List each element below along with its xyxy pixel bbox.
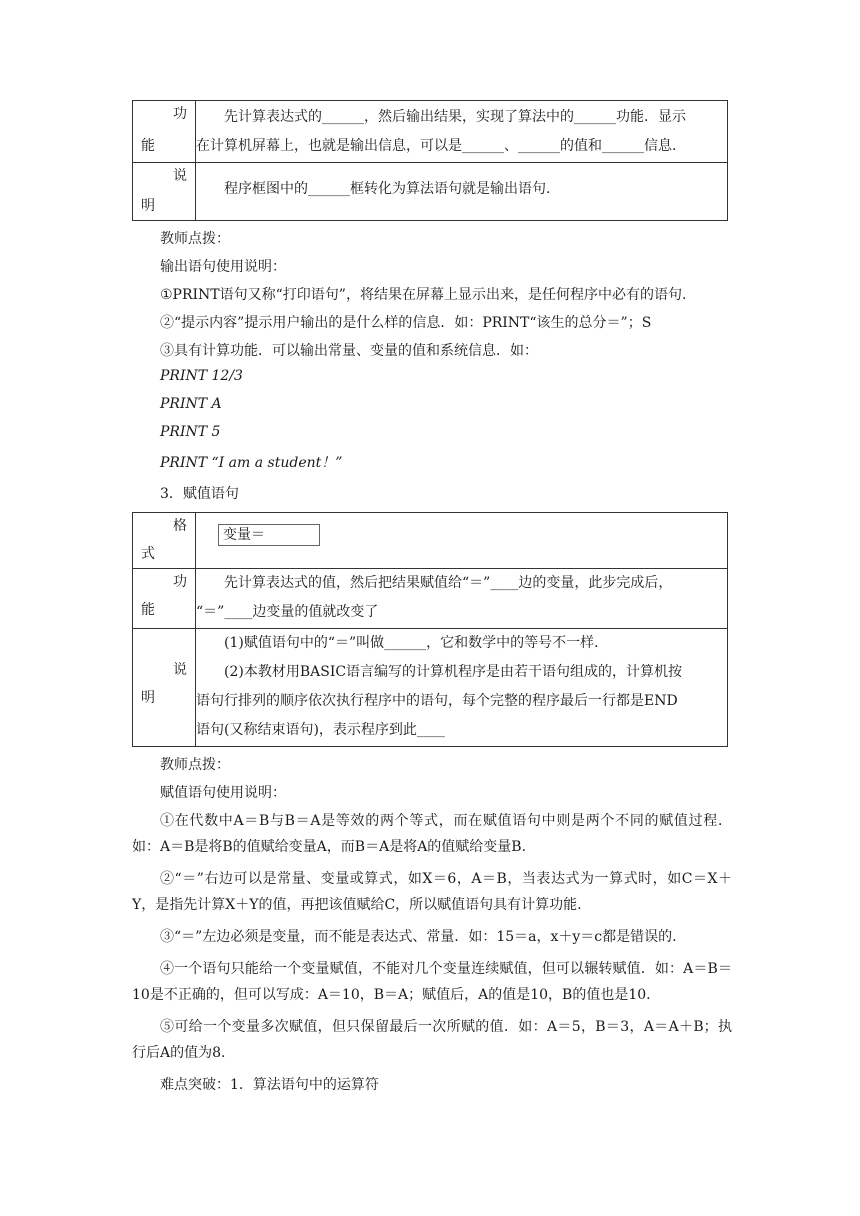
assign-function-label-char1: 功	[173, 574, 187, 590]
assign-format-row	[133, 513, 728, 569]
note-content-cell	[196, 163, 728, 221]
assign-function-line-1: 先计算表达式的值，然后把结果赋值给“＝”____边的变量，此步完成后，	[224, 575, 673, 591]
function-line-1: 先计算表达式的______，然后输出结果，实现了算法中的______功能．显示	[224, 109, 686, 125]
output-point-3: ③具有计算功能．可以输出常量、变量的值和系统信息．如：	[160, 343, 538, 359]
assignment-statement-table	[132, 512, 728, 747]
assign-usage-title: 赋值语句使用说明：	[160, 785, 286, 801]
assign-point-1: ①在代数中A＝B与B＝A是等效的两个等式，而在赋值语句中则是两个不同的赋值过程．如：A＝B是将B的值赋给变量A，而B＝A是将A的值赋给变量B.	[132, 813, 732, 855]
assign-note-line-2: (2)本教材用BASIC语言编写的计算机程序是由若干语句组成的，计算机按	[224, 664, 683, 680]
note-label-char1: 说	[173, 168, 187, 184]
section-3-title: 3．赋值语句	[160, 486, 239, 502]
teacher-tip-heading-2: 教师点拨：	[160, 757, 230, 773]
note-label-char2: 明	[141, 198, 155, 214]
assign-function-line-2: “＝”____边变量的值就改变了	[196, 604, 379, 620]
note-label-cell	[133, 163, 196, 221]
assign-note-line-4: 语句(又称结束语句)，表示程序到此____	[196, 722, 445, 738]
assign-note-label-cell	[133, 629, 196, 747]
note-line-1: 程序框图中的______框转化为算法语句就是输出语句.	[224, 181, 551, 197]
code-line-3: PRINT 5	[160, 424, 221, 440]
output-statement-table	[132, 100, 728, 221]
format-label-char2: 式	[141, 546, 155, 562]
function-label-char2: 能	[141, 138, 155, 154]
assign-point-4: ④一个语句只能给一个变量赋值，不能对几个变量连续赋值，但可以辗转赋值．如：A＝B＝10是不正确的，但可以写成：A＝10，B＝A；赋值后，A的值是10，B的值也是10.	[132, 961, 732, 1003]
assign-point-2: ②“＝”右边可以是常量、变量或算式，如X＝6，A＝B，当表达式为一算式时，如C＝X＋Y，是指先计算X＋Y的值，再把该值赋给C，所以赋值语句具有计算功能.	[132, 871, 732, 913]
teacher-tip-heading-1: 教师点拨：	[160, 231, 230, 247]
assign-point-3: ③“＝”左边必须是变量，而不能是表达式、常量．如：15＝a，x＋y＝c都是错误的.	[160, 929, 677, 945]
code-line-4: PRINT “I am a student！”	[160, 455, 343, 471]
function-label-char1: 功	[173, 106, 187, 122]
output-point-1: ①PRINT语句又称“打印语句”，将结果在屏幕上显示出来，是任何程序中必有的语句.	[160, 287, 687, 303]
assign-note-label-char1: 说	[173, 662, 187, 678]
assign-note-line-1: (1)赋值语句中的“＝”叫做______，它和数学中的等号不一样．	[224, 635, 609, 651]
function-content-cell	[196, 101, 728, 163]
code-line-1: PRINT 12/3	[160, 368, 243, 384]
assign-function-row	[133, 569, 728, 629]
output-usage-title: 输出语句使用说明：	[160, 259, 286, 275]
assign-note-row	[133, 629, 728, 747]
output-note-row	[133, 163, 728, 221]
assign-note-label-char2: 明	[141, 690, 155, 706]
function-line-2: 在计算机屏幕上，也就是输出信息，可以是______、______的值和______信息．	[196, 138, 686, 154]
code-line-2: PRINT A	[160, 396, 222, 412]
assign-note-content-cell	[196, 629, 728, 747]
assign-note-line-3: 语句行排列的顺序依次执行程序中的语句，每个完整的程序最后一行都是END	[196, 693, 678, 709]
format-label-cell	[133, 513, 196, 569]
assign-point-5: ⑤可给一个变量多次赋值，但只保留最后一次所赋的值．如：A＝5，B＝3，A＝A＋B；执行后A的值为8.	[132, 1019, 732, 1061]
variable-assign-box: 变量＝	[218, 524, 320, 546]
output-function-row	[133, 101, 728, 163]
assign-function-label-cell	[133, 569, 196, 629]
format-label-char1: 格	[173, 518, 187, 534]
function-label-cell	[133, 101, 196, 163]
output-point-2: ②“提示内容”提示用户输出的是什么样的信息．如：PRINT“该生的总分＝”；S	[160, 315, 652, 331]
assign-function-content-cell	[196, 569, 728, 629]
difficulty-title: 难点突破：1．算法语句中的运算符	[160, 1077, 379, 1093]
assign-function-label-char2: 能	[141, 602, 155, 618]
format-content-cell	[196, 513, 728, 569]
